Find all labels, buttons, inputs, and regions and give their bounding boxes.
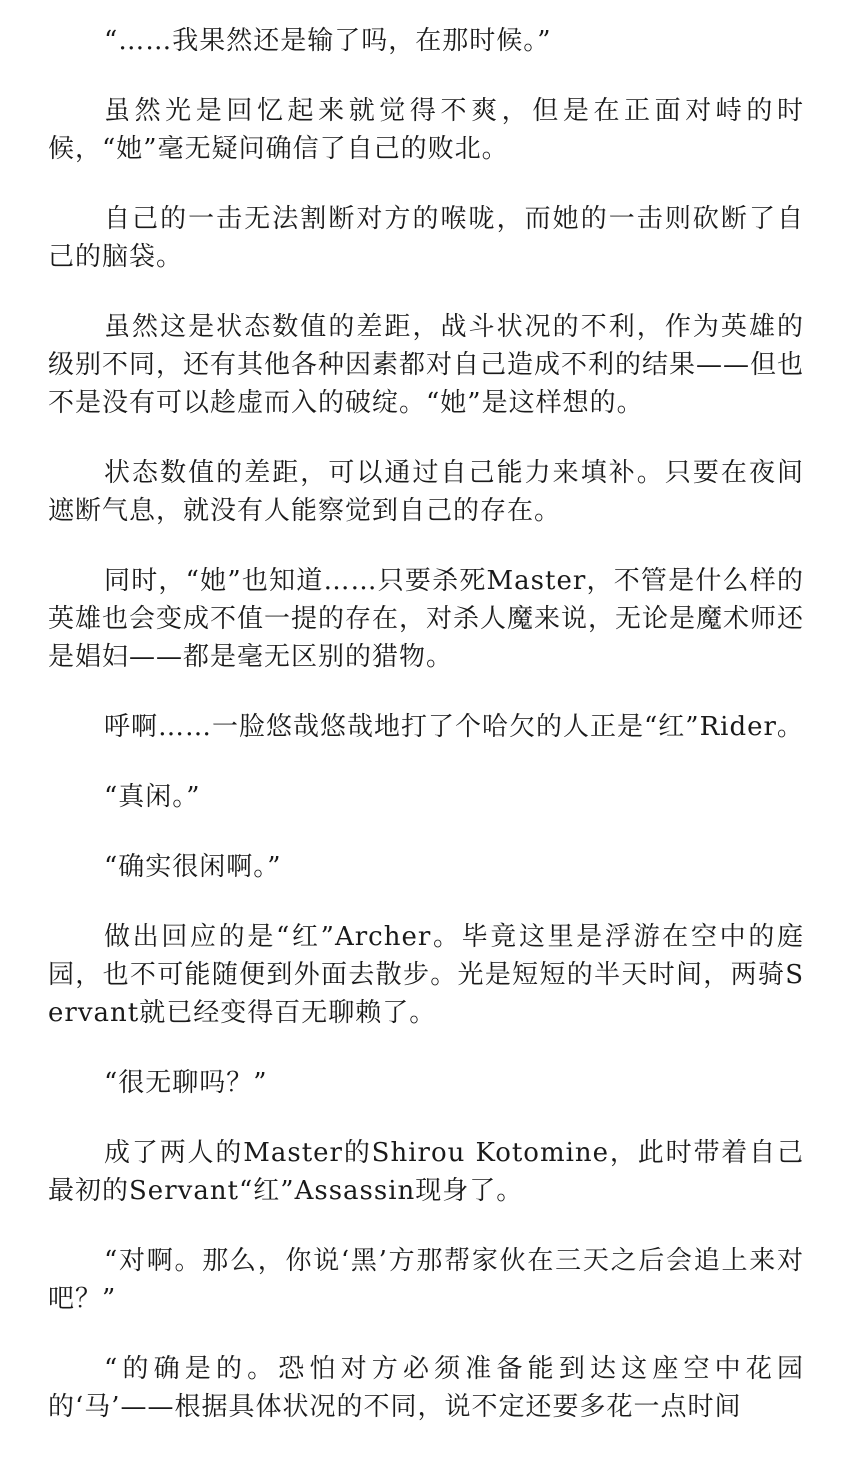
paragraph-13: “对啊。那么，你说‘黑’方那帮家伙在三天之后会追上来对吧？” [48, 1246, 804, 1314]
paragraph-3: 自己的一击无法割断对方的喉咙，而她的一击则砍断了自己的脑袋。 [48, 204, 804, 272]
paragraph-1: “……我果然还是输了吗，在那时候。” [104, 26, 552, 56]
paragraph-10: 做出回应的是“红”Archer。毕竟这里是浮游在空中的庭园，也不可能随便到外面去散步。光是短短的半天时间，两骑Servant就已经变得百无聊赖了。 [48, 922, 804, 1028]
paragraph-8: “真闲。” [104, 782, 201, 812]
paragraph-5: 状态数值的差距，可以通过自己能力来填补。只要在夜间遮断气息，就没有人能察觉到自己的存在。 [48, 458, 804, 526]
novel-page [48, 22, 804, 1458]
paragraph-9: “确实很闲啊。” [104, 852, 282, 882]
paragraph-14: “的确是的。恐怕对方必须准备能到达这座空中花园的‘马’——根据具体状况的不同，说不定还要多花一点时间 [48, 1354, 804, 1422]
paragraph-11: “很无聊吗？” [104, 1068, 268, 1098]
paragraph-2: 虽然光是回忆起来就觉得不爽，但是在正面对峙的时候，“她”毫无疑问确信了自己的败北。 [48, 96, 804, 164]
paragraph-7: 呼啊……一脸悠哉悠哉地打了个哈欠的人正是“红”Rider。 [104, 712, 804, 742]
paragraph-4: 虽然这是状态数值的差距，战斗状况的不利，作为英雄的级别不同，还有其他各种因素都对自己造成不利的结果——但也不是没有可以趁虚而入的破绽。“她”是这样想的。 [48, 312, 805, 418]
paragraph-12: 成了两人的Master的Shirou Kotomine，此时带着自己最初的Servant“红”Assassin现身了。 [48, 1138, 804, 1206]
paragraph-6: 同时，“她”也知道……只要杀死Master，不管是什么样的英雄也会变成不值一提的存在，对杀人魔来说，无论是魔术师还是娼妇——都是毫无区别的猎物。 [48, 566, 805, 672]
